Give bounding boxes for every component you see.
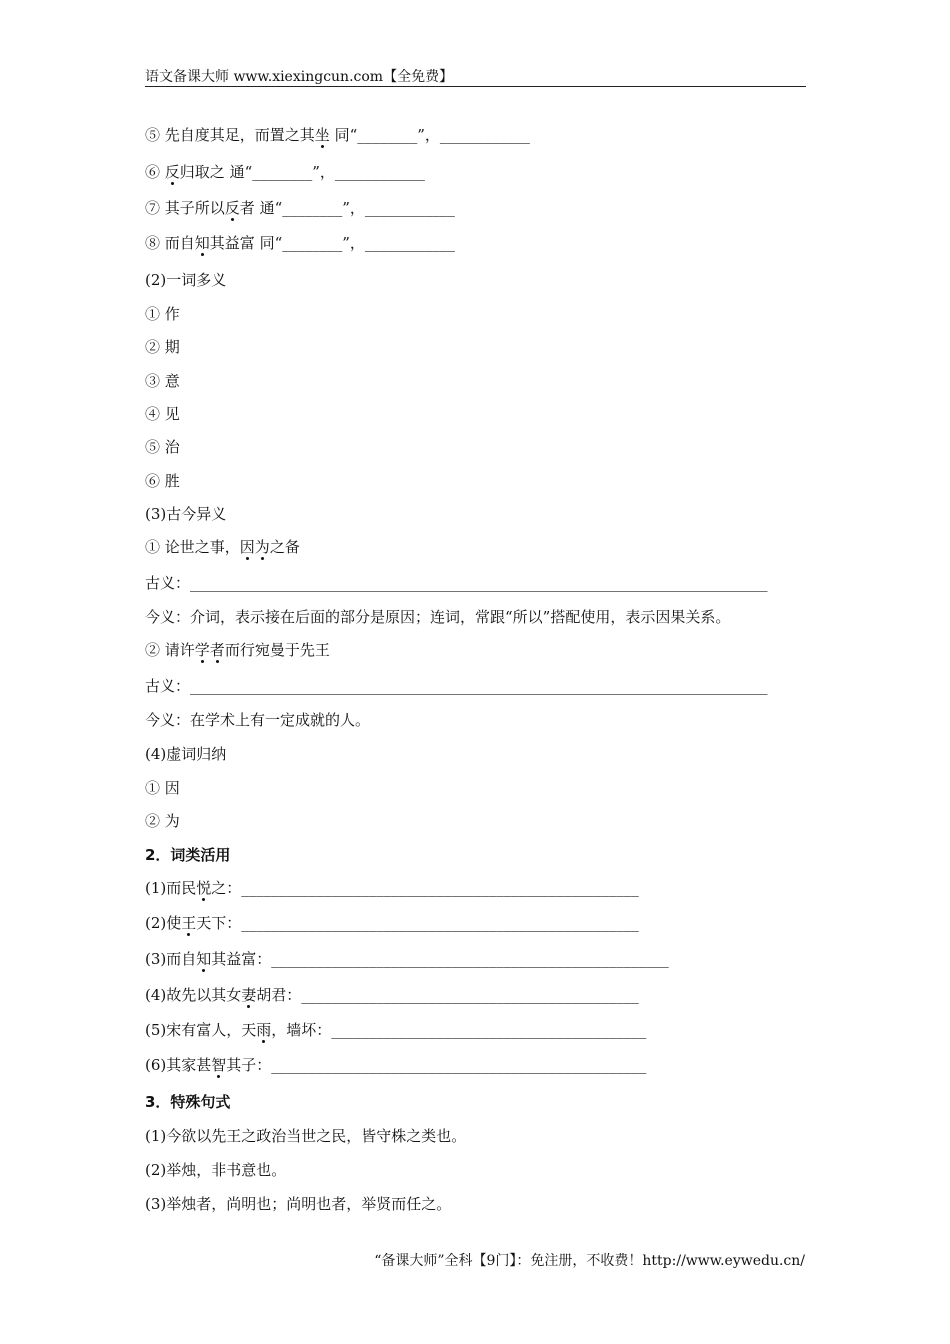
header-text: 语文备课大师 www.xiexingcun.com【全免费】 — [145, 69, 454, 85]
section-2-heading: 2．词类活用 — [145, 846, 231, 864]
cilei-item: (6)其家甚智其子：__________________________________________________ — [145, 1056, 647, 1074]
sentence-item: (3)举烛者，尚明也；尚明也者，举贤而任之。 — [145, 1195, 452, 1213]
cilei-item: (5)宋有富人，天雨，墙坏：__________________________________________ — [145, 1021, 647, 1039]
xuci-heading: (4)虚词归纳 — [145, 745, 227, 763]
polysemy-item: ⑥ 胜 — [145, 472, 180, 490]
xuci-item: ① 因 — [145, 779, 180, 797]
gujin-gu-line: 古义：_____________________________________________________________________________ — [145, 574, 768, 592]
gujin-jin-line: 今义：介词，表示接在后面的部分是原因；连词，常跟“所以”搭配使用，表示因果关系。 — [145, 608, 731, 626]
page-footer: “备课大师”全科【9门】：免注册，不收费！http://www.eywedu.cn/ — [374, 1253, 805, 1269]
gujin-gu-line: 古义：_____________________________________________________________________________ — [145, 677, 768, 695]
polysemy-item: ⑤ 治 — [145, 438, 180, 456]
xuci-item: ② 为 — [145, 812, 180, 830]
polysemy-item: ① 作 — [145, 305, 180, 323]
tongjia-item: ⑦ 其子所以反者 通“________”，____________ — [145, 199, 455, 217]
page-header — [145, 66, 806, 87]
sentence-item: (1)今欲以先王之政治当世之民，皆守株之类也。 — [145, 1127, 467, 1145]
polysemy-item: ② 期 — [145, 338, 180, 356]
cilei-item: (2)使王天下：_____________________________________________________ — [145, 914, 639, 932]
gujin-item: ① 论世之事，因为之备 — [145, 538, 300, 556]
section-3-heading: 3．特殊句式 — [145, 1093, 231, 1111]
tongjia-item: ⑧ 而自知其益富 同“________”，____________ — [145, 234, 455, 252]
cilei-item: (3)而自知其益富：_____________________________________________________ — [145, 950, 669, 968]
tongjia-item: ⑥ 反归取之 通“________”，____________ — [145, 163, 425, 181]
gujin-heading: (3)古今异义 — [145, 505, 227, 523]
sentence-item: (2)举烛，非书意也。 — [145, 1161, 287, 1179]
cilei-item: (1)而民悦之：_____________________________________________________ — [145, 879, 639, 897]
gujin-item: ② 请许学者而行宛曼于先王 — [145, 641, 330, 659]
polysemy-item: ④ 见 — [145, 405, 180, 423]
cilei-item: (4)故先以其女妻胡君：_____________________________________________ — [145, 986, 639, 1004]
tongjia-item: ⑤ 先自度其足，而置之其坐 同“________”，____________ — [145, 126, 530, 144]
polysemy-heading: (2)一词多义 — [145, 271, 227, 289]
polysemy-item: ③ 意 — [145, 372, 180, 390]
gujin-jin-line: 今义：在学术上有一定成就的人。 — [145, 711, 371, 729]
